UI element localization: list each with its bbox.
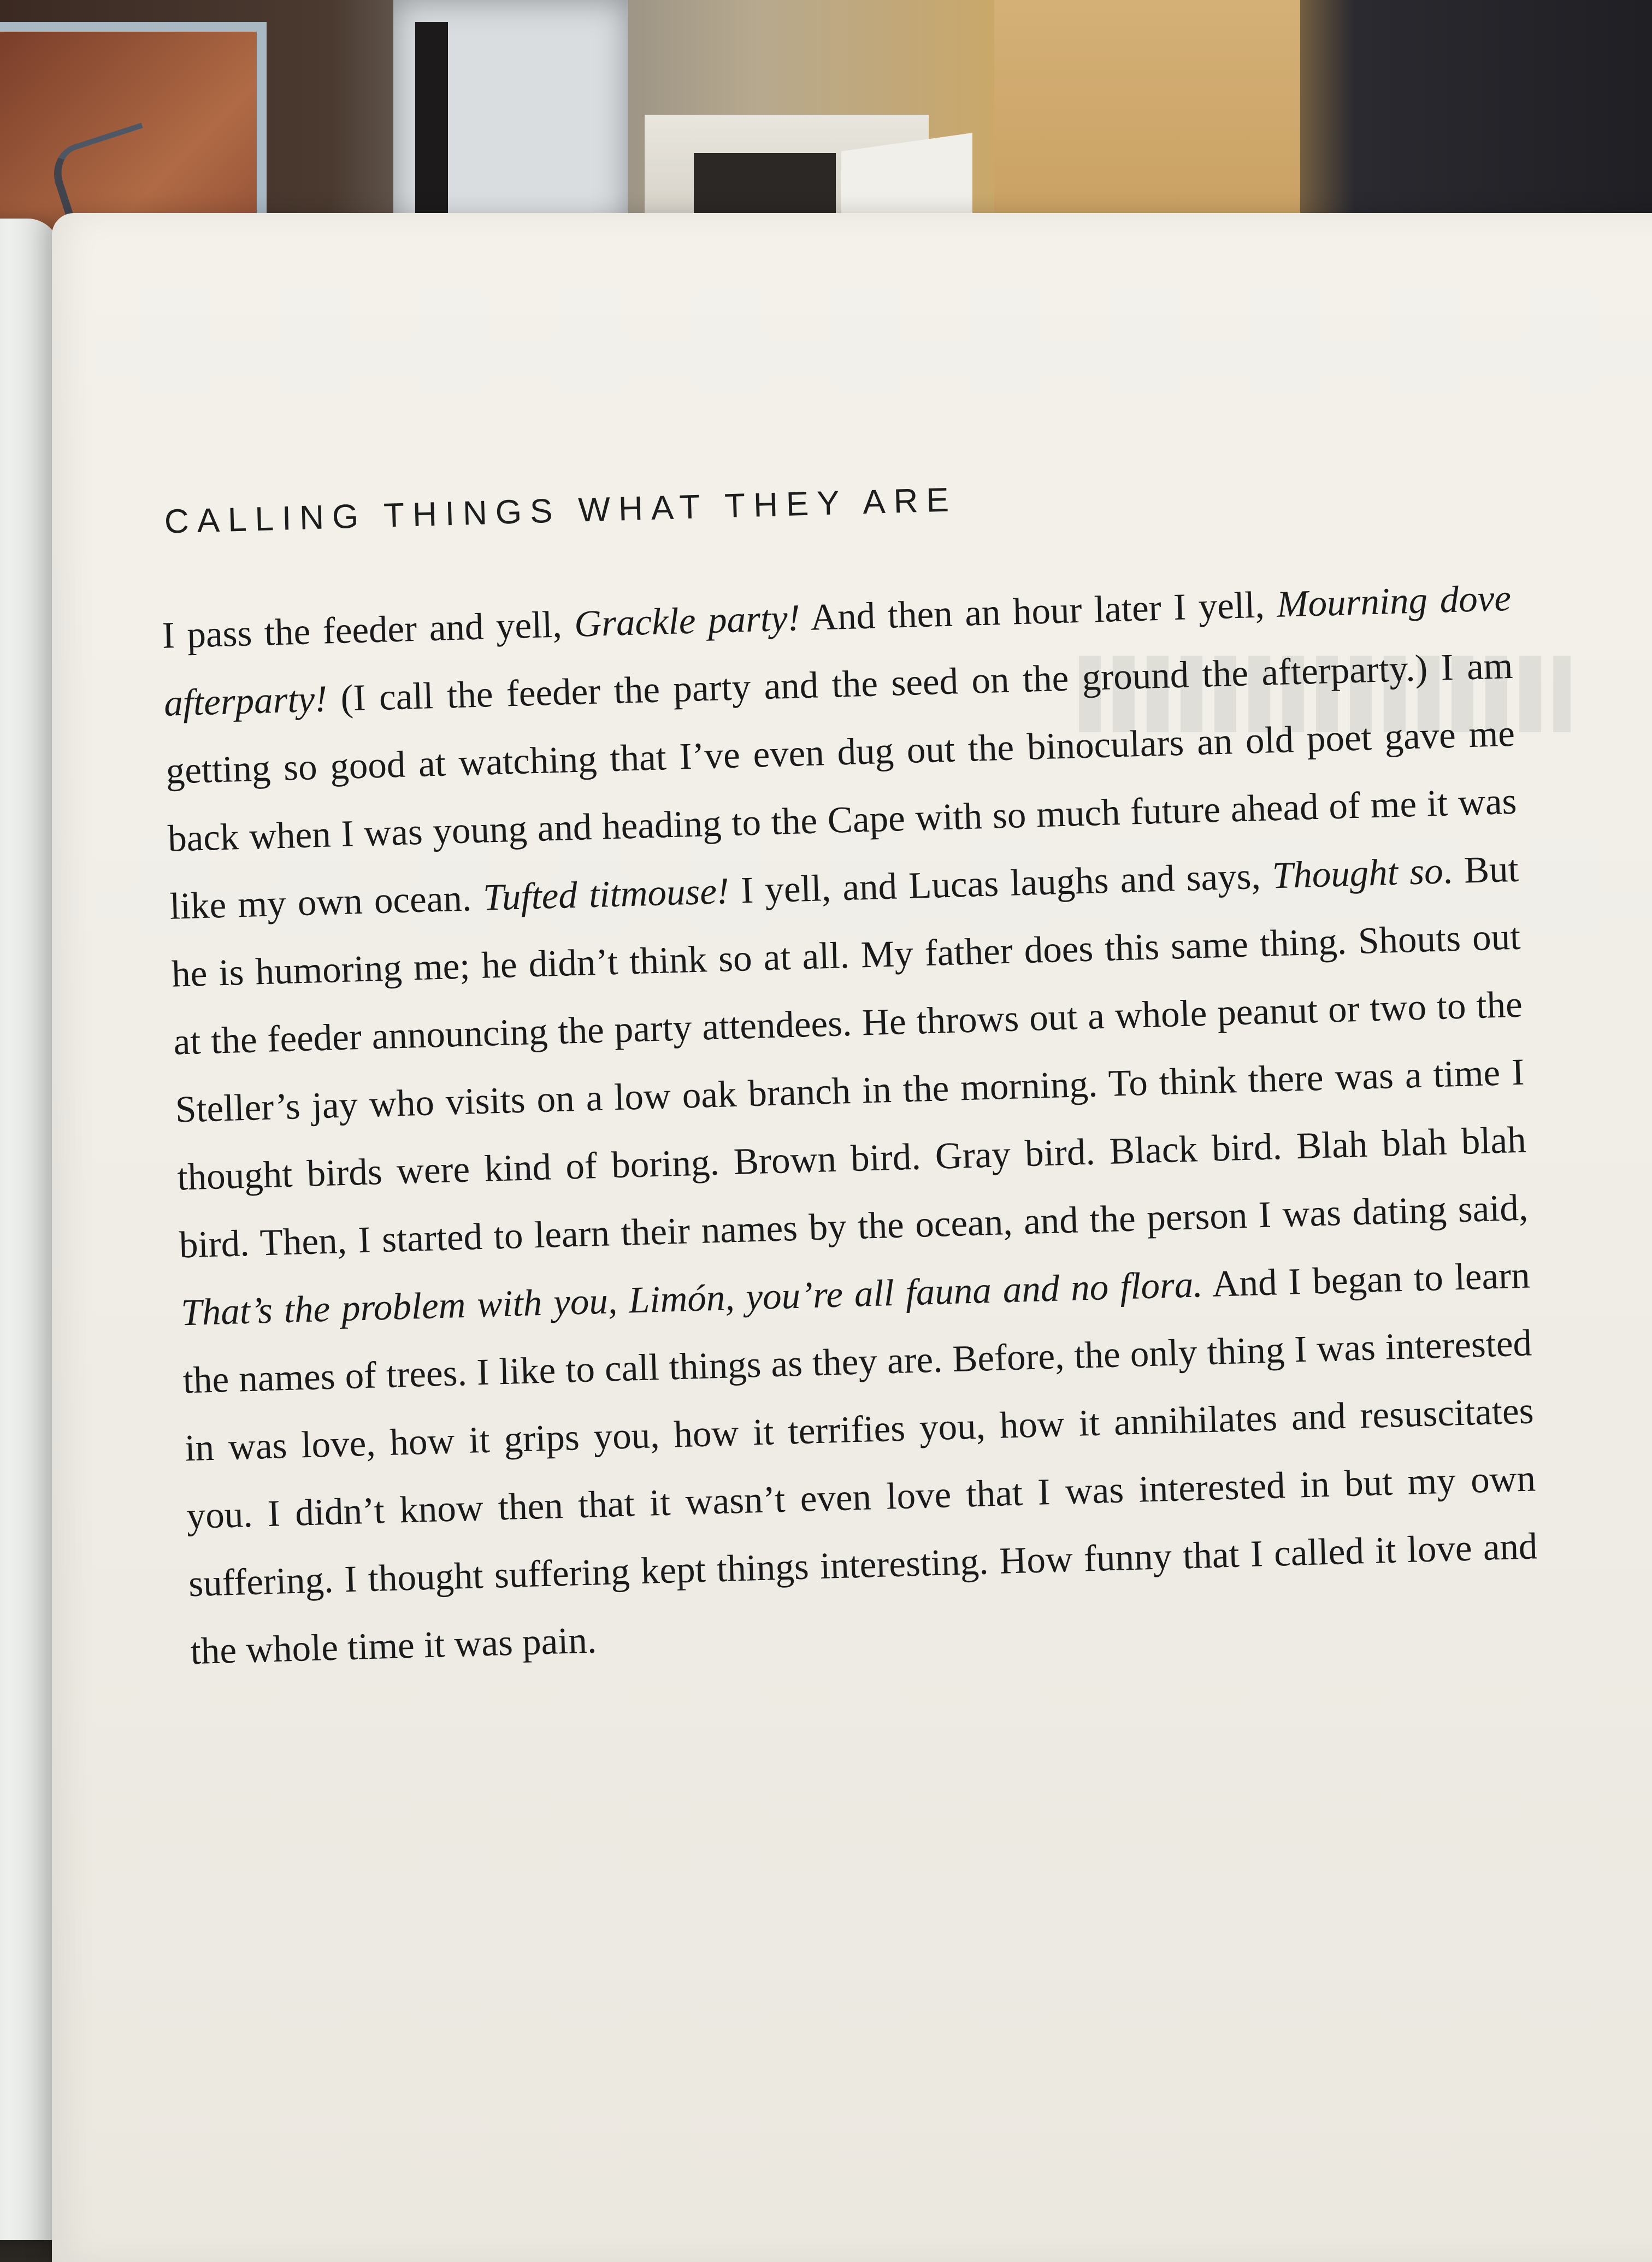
text-run: And then an hour later I yell, [799, 583, 1278, 639]
text-run: (I call the feeder the party and the seed on the ground the afterparty.) I am getting so good at watching that I’ve even dug out the binoculars an old poet gave me back when I was young and heading to the Cape with so much future ahead of me it was like my own ocean. [165, 644, 1518, 927]
page-content [158, 465, 1542, 1759]
italic-phrase: Thought so [1271, 850, 1444, 897]
text-run: I yell, and Lucas laughs and says, [728, 855, 1273, 912]
italic-phrase: That’s the problem with you, Limón, you’re all fauna and no flora. [180, 1263, 1203, 1334]
left-page-edge [0, 219, 60, 2240]
running-header: CALLING THINGS WHAT THEY ARE [164, 481, 958, 541]
italic-phrase: Tufted titmouse! [482, 870, 730, 918]
text-run: . But he is humoring me; he didn’t think so at all. My father does this same thing. Shouts out at the feeder announcing the party attendees. He throws out a whole peanut or two to the Steller’s jay who visits on a low oak branch in the morning. To think there was a time I thought birds were kind of boring. Brown bird. Gray bird. Black bird. Blah blah blah bird. Then, I started to learn their names by the ocean, and the person I was dating said, [171, 847, 1529, 1266]
text-run: And I began to learn the names of trees. I like to call things as they are. Before, the only thing I was interested in was love, how it grips you, how it terrifies you, how it annihilates and resuscitates you. I didn’t know then that it wasn’t even love that I was interested in but my own suffering. I thought suffering kept things interesting. How funny that I called it love and the whole time it was pain. [182, 1254, 1538, 1672]
text-run: I pass the feeder and yell, [161, 603, 575, 656]
italic-phrase: Grackle party! [574, 597, 801, 645]
italic-phrase: Mourning dove afterparty! [163, 576, 1512, 724]
warm-wall [994, 0, 1300, 235]
body-paragraph [161, 564, 1540, 1685]
